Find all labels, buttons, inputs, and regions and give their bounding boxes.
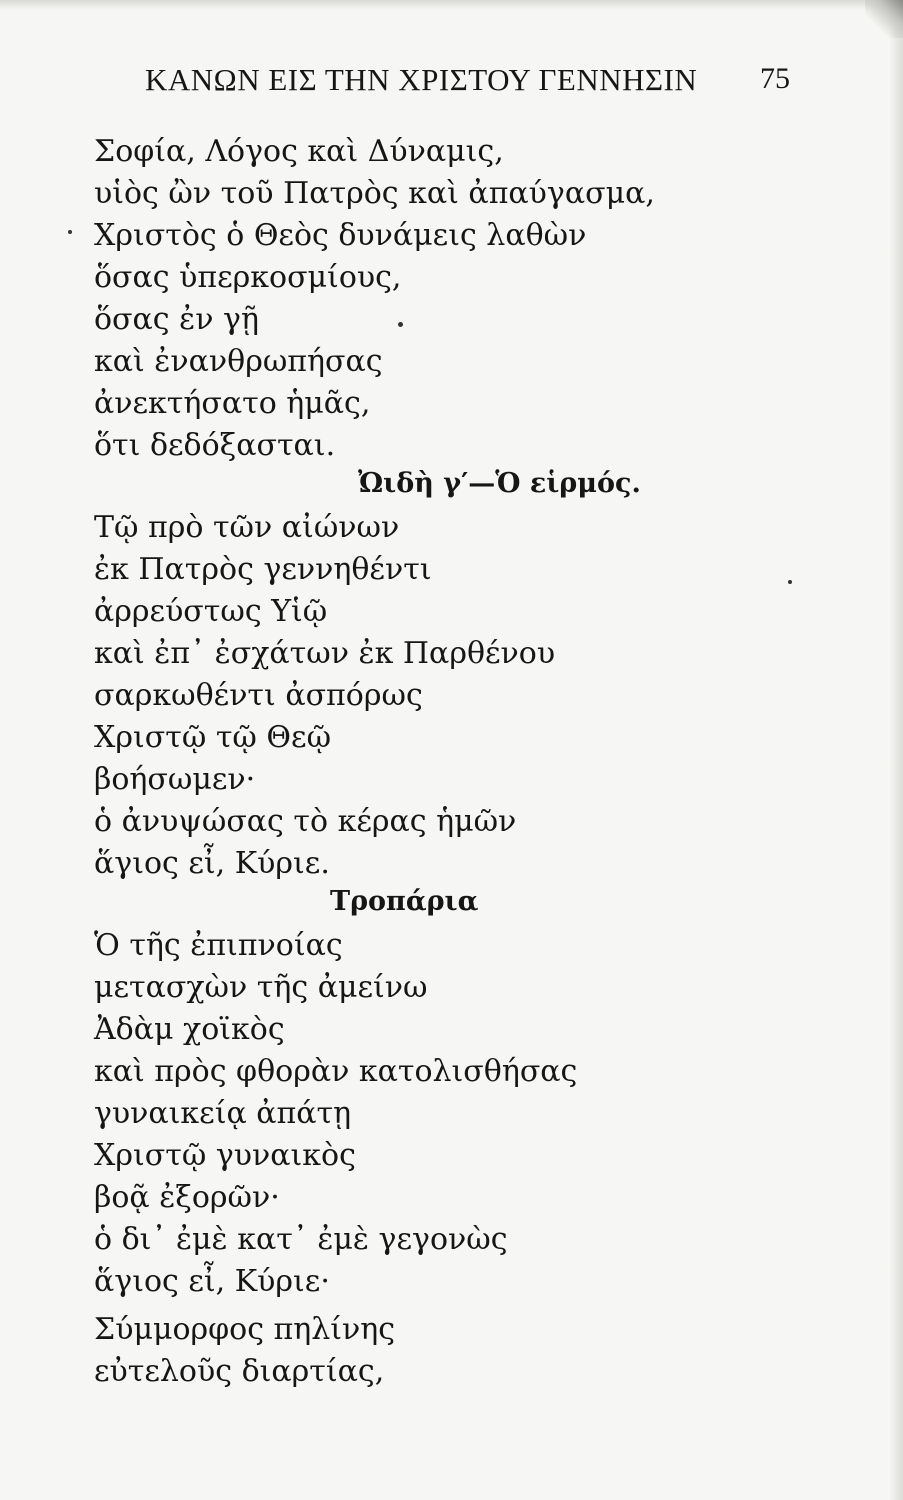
page-top-edge: [0, 0, 903, 10]
verse-line: βοᾷ ἐξορῶν·: [94, 1180, 280, 1215]
verse-line: ἅγιος εἶ, Κύριε.: [94, 846, 330, 881]
verse-line: ἐκ Πατρὸς γεννηθέντι: [94, 552, 432, 587]
verse-line: Χριστὸς ὁ Θεὸς δυνάμεις λαθὼν: [94, 218, 587, 253]
troparia-heading: Τροπάρια: [330, 886, 479, 917]
verse-line: καὶ ἐπ᾿ ἐσχάτων ἐκ Παρθένου: [94, 636, 556, 671]
ode-heading: Ὠιδὴ γ′—Ὁ εἱρμός.: [358, 468, 641, 499]
verse-line: Χριστῷ τῷ Θεῷ: [94, 720, 332, 755]
verse-line: καὶ πρὸς φθορὰν κατολισθήσας: [94, 1054, 578, 1089]
verse-line: σαρκωθέντι ἀσπόρως: [94, 678, 423, 713]
verse-line: ὅσας ὑπερκοσμίους,: [94, 260, 402, 295]
scan-speck: [68, 230, 72, 234]
verse-line: Ὁ τῆς ἐπιπνοίας: [94, 928, 343, 963]
verse-line: ὅτι δεδόξασται.: [94, 428, 336, 463]
running-head-title: ΚΑΝΩΝ ΕΙΣ ΤΗΝ ΧΡΙΣΤΟΥ ΓΕΝΝΗΣΙΝ: [145, 62, 698, 97]
verse-line: υἱὸς ὢν τοῦ Πατρὸς καὶ ἀπαύγασμα,: [94, 176, 655, 211]
page-right-edge: [889, 0, 903, 1500]
verse-line: ἀνεκτήσατο ἡμᾶς,: [94, 386, 371, 421]
page-corner-shadow: [865, 0, 903, 38]
verse-line: Τῷ πρὸ τῶν αἰώνων: [94, 510, 400, 545]
verse-line: ὁ ἀνυψώσας τὸ κέρας ἡμῶν: [94, 804, 517, 839]
verse-line: ἀρρεύστως Υἱῷ: [94, 594, 328, 629]
verse-line: βοήσωμεν·: [94, 762, 256, 797]
scan-speck: [398, 322, 403, 327]
scan-speck: [788, 580, 792, 584]
verse-line: μετασχὼν τῆς ἀμείνω: [94, 970, 428, 1005]
verse-line: καὶ ἐνανθρωπήσας: [94, 344, 383, 379]
verse-line: Ἀδὰμ χοϊκὸς: [94, 1012, 285, 1047]
verse-line: ὁ δι᾿ ἐμὲ κατ᾿ ἐμὲ γεγονὼς: [94, 1222, 508, 1257]
verse-line: εὐτελοῦς διαρτίας,: [94, 1354, 385, 1389]
verse-line: γυναικείᾳ ἀπάτῃ: [94, 1096, 352, 1131]
page-number: 75: [760, 62, 790, 95]
verse-line: Χριστῷ γυναικὸς: [94, 1138, 356, 1173]
verse-line: Σοφία, Λόγος καὶ Δύναμις,: [94, 134, 504, 169]
verse-line: Σύμμορφος πηλίνης: [94, 1312, 396, 1347]
verse-line: ὅσας ἐν γῇ: [94, 302, 259, 337]
verse-line: ἅγιος εἶ, Κύριε·: [94, 1264, 330, 1299]
